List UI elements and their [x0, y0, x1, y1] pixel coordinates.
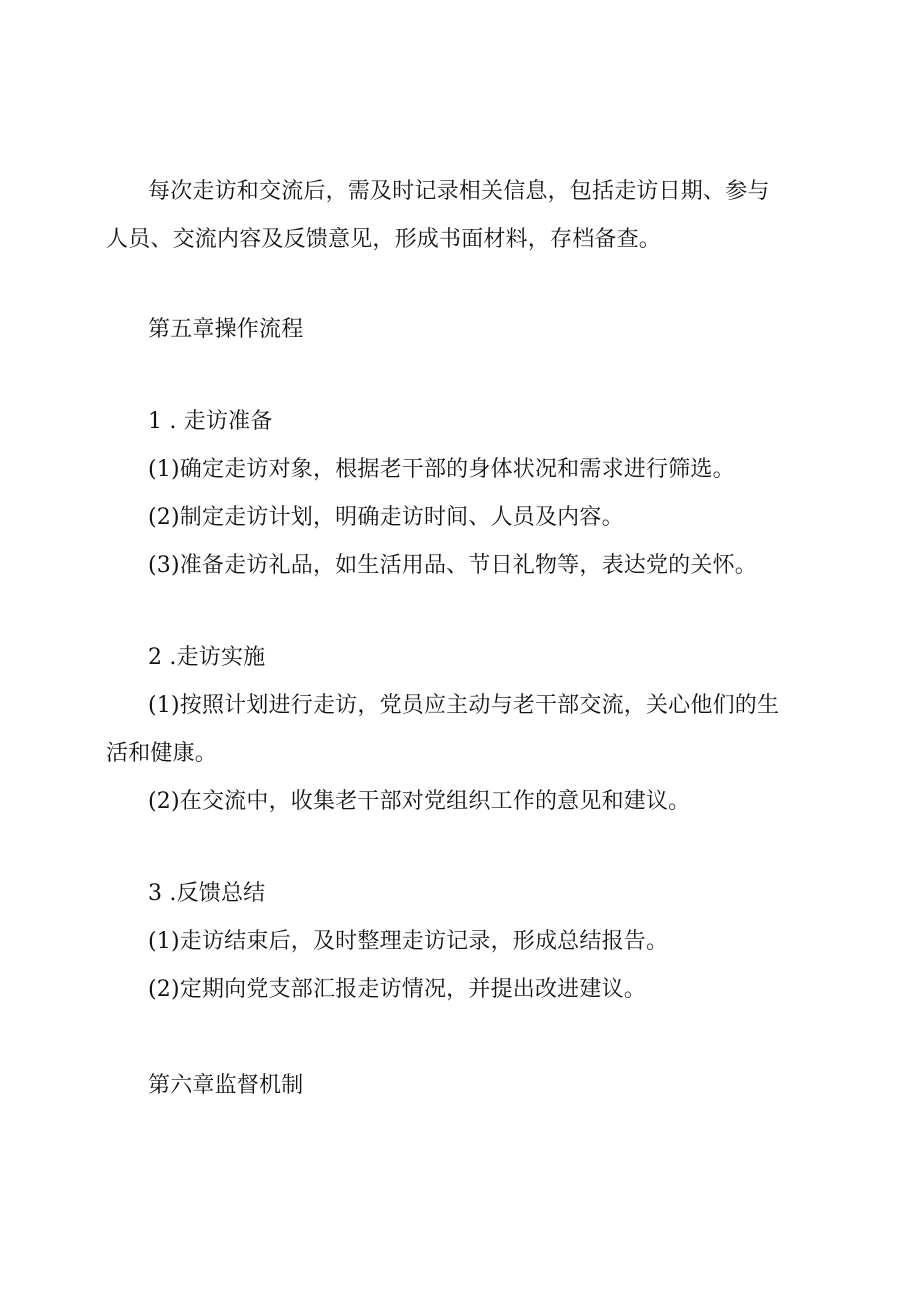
section-3-title: 3 .反馈总结 — [148, 881, 266, 906]
section-1-item-2: (2)制定走访计划，明确走访时间、人员及内容。 — [148, 505, 624, 530]
section-3-item-1: (1)走访结束后，及时整理走访记录，形成总结报告。 — [148, 929, 669, 954]
intro-line-2: 人员、交流内容及反馈意见，形成书面材料，存档备查。 — [106, 227, 662, 252]
section-1-title: 1 . 走访准备 — [148, 409, 273, 434]
intro-line-1: 每次走访和交流后，需及时记录相关信息，包括走访日期、参与 — [148, 179, 770, 204]
section-2-title: 2 .走访实施 — [148, 645, 266, 670]
section-2-item-1-line-1: (1)按照计划进行走访，党员应主动与老干部交流，关心他们的生 — [148, 693, 780, 718]
chapter-5-title: 第五章操作流程 — [148, 317, 304, 342]
section-2-item-2: (2)在交流中，收集老干部对党组织工作的意见和建议。 — [148, 789, 691, 814]
section-2-item-1-line-2: 活和健康。 — [106, 741, 218, 766]
section-3-item-2: (2)定期向党支部汇报走访情况，并提出改进建议。 — [148, 977, 646, 1002]
chapter-6-title: 第六章监督机制 — [148, 1073, 304, 1098]
section-1-item-3: (3)准备走访礼品，如生活用品、节日礼物等，表达党的关怀。 — [148, 553, 757, 578]
section-1-item-1: (1)确定走访对象，根据老干部的身体状况和需求进行筛选。 — [148, 457, 735, 482]
